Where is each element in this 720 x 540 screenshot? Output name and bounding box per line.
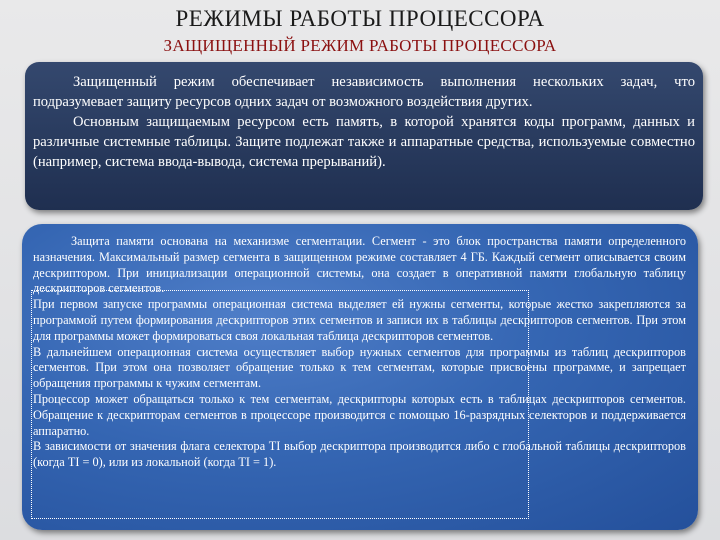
details-panel-text [33, 234, 686, 471]
slide-title: РЕЖИМЫ РАБОТЫ ПРОЦЕССОРА [175, 6, 545, 31]
details-paragraph: При первом запуске программы операционная система выделяет ей нужны сегменты, которые жестко закрепляются за программой путем формирования дескрипторов этих сегментов и записи их в таблицы дескрипторов сегментов. При этом для программы может формироваться своя локальная таблица дескрипторов сегментов. [33, 297, 686, 343]
details-paragraph: Процессор может обращаться только к тем сегментам, дескрипторы которых есть в таблицах дескрипторов сегментов. Обращение к дескрипторам сегментов в процессоре производится с помощью 16-разрядных селекторов и поддерживается аппаратно. [33, 391, 686, 438]
details-paragraph: Защита памяти основана на механизме сегментации. Сегмент - это блок пространства памяти определенного назначения. Максимальный размер сегмента в защищенном режиме составляет 4 ГБ. Каждый сегмент описывается своим дескриптором. При инициализации операционной системы, она создает в оперативной памяти глобальную таблицу дескрипторов сегментов. [33, 234, 686, 296]
intro-paragraph: Основным защищаемым ресурсом есть память, в которой хранятся коды программ, данных и различные системные таблицы. Защите подлежат также и аппаратные средства, используемые совместно (например, система ввода-вывода, система прерываний). [33, 114, 695, 170]
details-paragraph: В дальнейшем операционная система осуществляет выбор нужных сегментов для программы из таблиц дескрипторов сегментов. При этом она позволяет обращение только к тем сегментам, которые присвоены программе, и запрещает обращения программы к чужим сегментам. [33, 344, 686, 391]
details-paragraph: В зависимости от значения флага селектора TI выбор дескриптора производится либо с глобальной таблицы дескрипторов (когда TI = 0), или из локальной (когда TI = 1). [33, 439, 686, 470]
intro-paragraph: Защищенный режим обеспечивает независимость выполнения нескольких задач, что подразумевает защиту ресурсов одних задач от возможного воздействия других. [33, 74, 695, 110]
intro-panel-text [33, 72, 695, 172]
slide-subtitle: ЗАЩИЩЕННЫЙ РЕЖИМ РАБОТЫ ПРОЦЕССОРА [163, 36, 557, 55]
